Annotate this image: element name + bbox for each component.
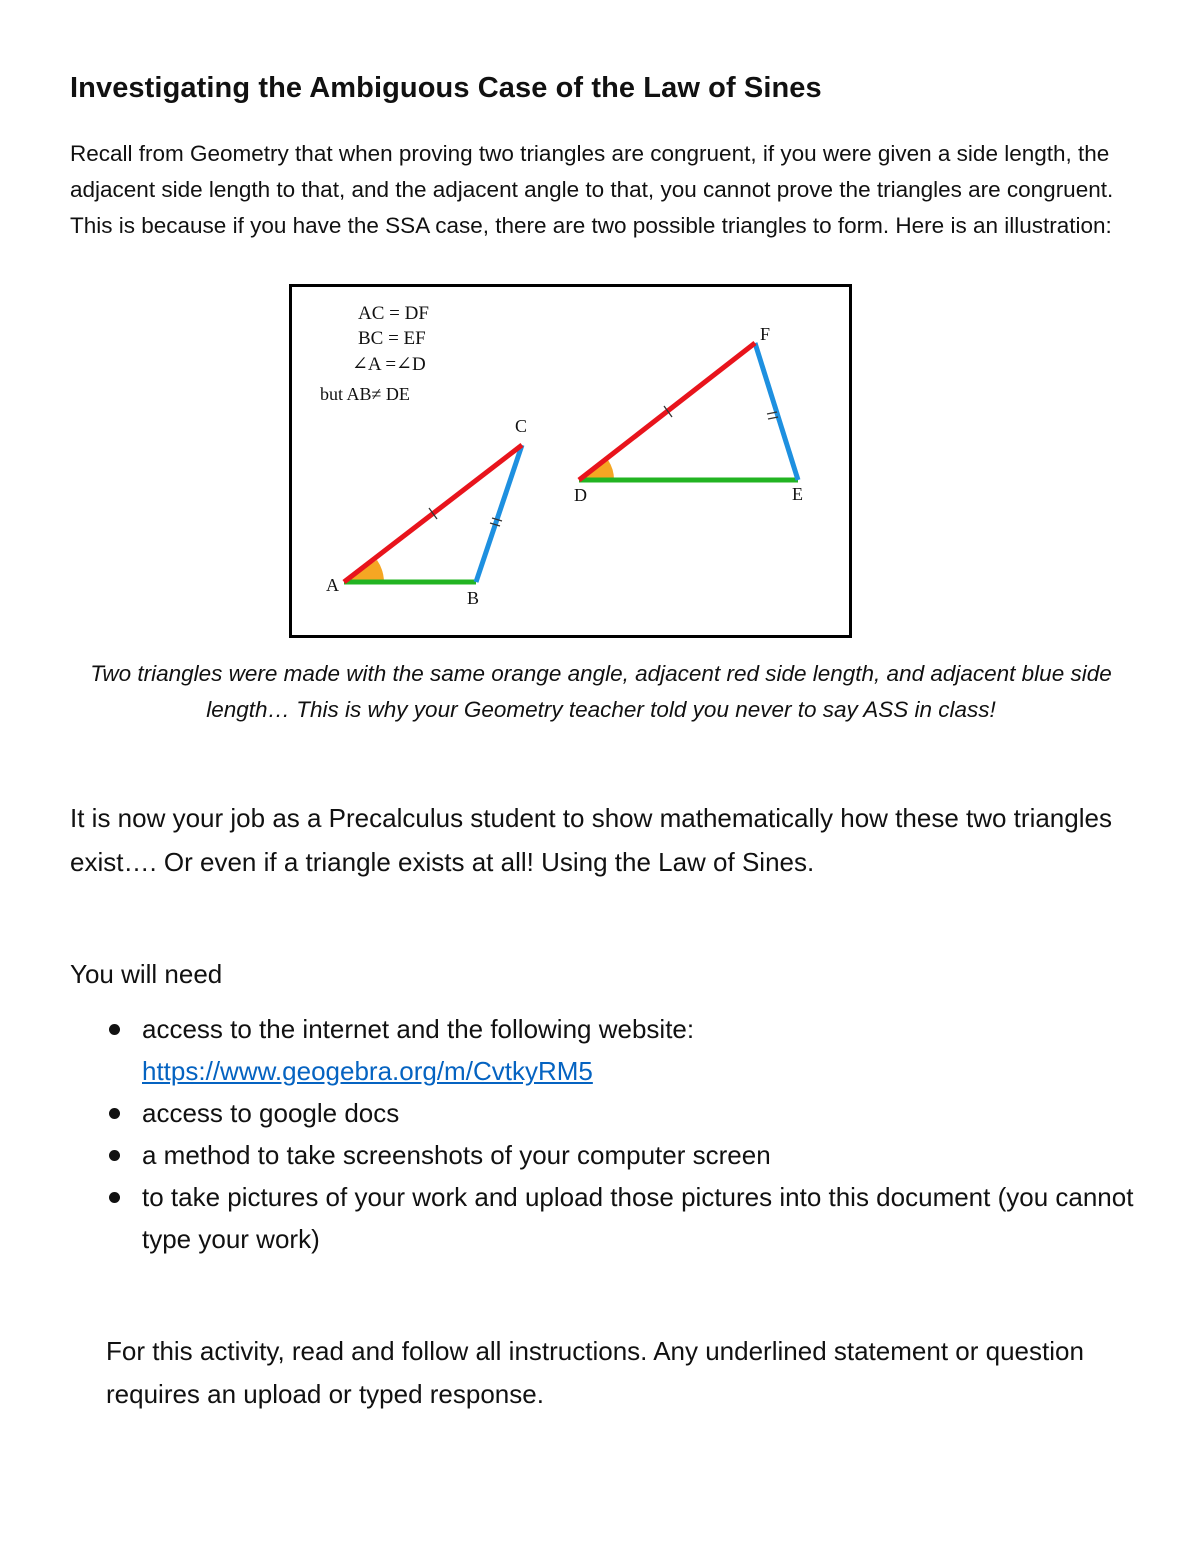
geogebra-link[interactable]: https://www.geogebra.org/m/CvtkyRM5 — [142, 1056, 593, 1086]
given-ac-df: AC = DF — [358, 303, 429, 324]
given-ab-not-de: but AB≠ DE — [320, 384, 410, 404]
page-title: Investigating the Ambiguous Case of the Law of Sines — [70, 72, 822, 104]
bullet-icon — [109, 1192, 120, 1203]
bullet-icon — [109, 1150, 120, 1161]
list-item — [106, 1092, 1136, 1134]
given-angle-a-d: ∠A =∠D — [352, 354, 426, 375]
requirement-text: to take pictures of your work and upload those pictures into this document (you cannot type your work) — [142, 1182, 1134, 1254]
vertex-label-d: D — [574, 485, 587, 505]
requirements-list — [106, 1008, 1136, 1260]
vertex-label-b: B — [467, 588, 480, 608]
ssa-illustration — [289, 284, 852, 638]
instructions-paragraph: For this activity, read and follow all instructions. Any underlined statement or question requires an upload or typed response. — [106, 1336, 1084, 1409]
given-bc-ef: BC = EF — [358, 328, 426, 349]
bullet-icon — [109, 1108, 120, 1119]
requirement-text: access to the internet and the following website: — [142, 1014, 695, 1044]
vertex-label-a: A — [326, 575, 339, 595]
requirement-text: a method to take screenshots of your computer screen — [142, 1140, 771, 1170]
intro-paragraph: Recall from Geometry that when proving two triangles are congruent, if you were given a side length, the adjacent side length to that, and the adjacent angle to that, you cannot prove the triangles are congruent. This is because if you have the SSA case, there are two possible triangles to form. Here is an illustration: — [70, 141, 1114, 238]
vertex-label-e: E — [792, 484, 803, 504]
figure-caption: Two triangles were made with the same orange angle, adjacent red side length, and adjacent blue side length… This is why your Geometry teacher told you never to say ASS in class! — [90, 661, 1112, 722]
bullet-icon — [109, 1024, 120, 1035]
vertex-label-c: C — [515, 416, 528, 436]
list-item — [106, 1134, 1136, 1176]
job-paragraph: It is now your job as a Precalculus student to show mathematically how these two triangles exist…. Or even if a triangle exists at all! Using the Law of Sines. — [70, 803, 1112, 877]
list-item — [106, 1176, 1136, 1260]
need-heading: You will need — [70, 959, 223, 989]
list-item — [106, 1008, 1136, 1092]
requirement-text: access to google docs — [142, 1098, 400, 1128]
vertex-label-f: F — [760, 324, 771, 344]
